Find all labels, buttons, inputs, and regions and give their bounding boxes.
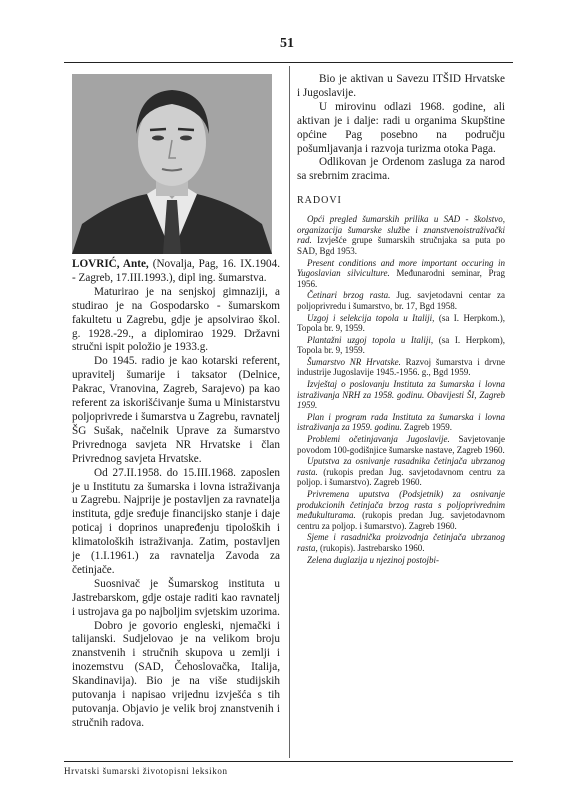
publication-item bbox=[297, 214, 505, 256]
publication-title: Zelena duglazija u njezinoj postojbi- bbox=[307, 554, 439, 565]
biography-paragraph: Od 27.II.1958. do 15.III.1968. zaposlen je u Institutu za šumarska i lovna istraživanja u Zagrebu. Najprije je postavljen za ravnatelja instituta, gdje sređuje financijsko stanje i daje poticaj i doprinos unapređenju tipoloških i klimatoloških istraživanja. Zatim, postavljen je (1.I.1961.) za ravnatelja Zavoda za četinjače. bbox=[72, 466, 280, 576]
publication-item bbox=[297, 555, 505, 566]
radovi-heading: RADOVI bbox=[297, 195, 342, 207]
publication-details: Međunarodni seminar, Prag 1956. bbox=[297, 268, 505, 289]
publication-item bbox=[297, 456, 505, 488]
left-column bbox=[72, 258, 280, 731]
entry-intro: (Novalja, Pag, 16. IX.1904. - Zagreb, 17.III.1993.), dipl ing. šumarstva. bbox=[72, 258, 280, 284]
publication-title: Šumarstvo NR Hrvatske. bbox=[307, 356, 401, 367]
publication-details: (rukopis). Jastrebarsko 1960. bbox=[317, 542, 425, 553]
publication-item bbox=[297, 258, 505, 290]
biography-paragraph: Dobro je govorio engleski, njemački i talijanski. Sudjelovao je na velikom broju znanstvenih i stručnih skupova u zemlji i inozemstvu (SAD, Čehoslovačka, Italija, Skandinavija). Bio je na više studijskih putovanja i napisao vrijednu izvješća s tih putovanja. Objavio je velik broj znanstvenih i stručnih radova. bbox=[72, 619, 280, 729]
publication-item bbox=[297, 379, 505, 411]
portrait-photo bbox=[72, 74, 272, 254]
publication-title: Plantažni uzgoj topola u Italiji, bbox=[307, 334, 434, 345]
publication-details: (sa I. Herpkom.), Topola br. 9, 1959. bbox=[297, 312, 505, 334]
publication-details: (rukopis predan Jug. savjetodavnom centru za poljop. i šumarstvo). Zagreb 1960. bbox=[297, 466, 505, 488]
biography-paragraph: Suosnivač je Šumarskog instituta u Jastrebarskom, gdje ostaje raditi kao ravnatelj i ustrojava ga po najboljim svjetskim uzorima. bbox=[72, 577, 280, 618]
entry-header bbox=[72, 258, 280, 286]
publication-item bbox=[297, 313, 505, 334]
publication-title: Četinari brzog rasta. bbox=[307, 290, 391, 301]
publications-list bbox=[297, 214, 505, 565]
biography-paragraph: Odlikovan je Ordenom zasluga za narod sa srebrnim zracima. bbox=[297, 156, 505, 183]
footer-title: Hrvatski šumarski životopisni leksikon bbox=[64, 766, 228, 776]
page-number: 51 bbox=[280, 36, 294, 51]
publication-title: Privremena uputstva (Podsjetnik) za osnivanje produkcionih četinjača brzog rasta s poljoprivrednim međukulturama. bbox=[297, 489, 505, 521]
publication-title: Izvještaj o poslovanju Instituta za šumarska i lovna istraživanja NRH za 1958. godinu. Obavijesti ŠI, Zagreb 1959. bbox=[297, 379, 505, 411]
publication-item bbox=[297, 532, 505, 553]
right-column bbox=[297, 73, 505, 566]
publication-details: Zagreb 1959. bbox=[401, 422, 452, 433]
publication-details: Jug. savjetodavni centar za poljoprivredu i šumarstvo, br. 17, Bgd 1958. bbox=[297, 290, 505, 311]
publication-title: Uzgoj i selekcija topola u Italiji, bbox=[307, 312, 435, 323]
publication-details: Savjetovanje povodom 100-godišnjice šumarske nastave, Zagreb 1960. bbox=[297, 434, 505, 455]
biography-paragraph: Do 1945. radio je kao kotarski referent, upravitelj šumarije i taksator (Delnice, Pakrac, Vranovina, Zagreb, Sarajevo) pa kao referent za iskorišćivanje šuma u Ministarstvu poljoprivrede i šumarstva u Zagrebu, ravnatelj ŠG Sušak, načelnik Uprave za šumarstvo Privrednoga savjeta NR Hrvatske i član Privrednog savjeta Hrvatske. bbox=[72, 355, 280, 465]
publication-item bbox=[297, 434, 505, 455]
publication-details: (rukopis predan Jug. savjetodavnom centru za poljop. i šumarstvo). Zagreb 1960. bbox=[297, 510, 505, 531]
publication-title: Problemi očetinjavanja Jugoslavije. bbox=[307, 434, 450, 445]
publication-title: Plan i program rada Instituta za šumarska i lovna istraživanja za 1959. godinu. bbox=[297, 411, 505, 433]
publication-title: Sjeme i rasadnička proizvodnja četinjača ubrzanog rasta, bbox=[297, 532, 505, 553]
column-divider bbox=[289, 66, 290, 758]
biography-paragraph: U mirovinu odlazi 1968. godine, ali aktivan je i dalje: radi u organima Skupštine općine Pag posebno na području pošumljavanja i razvoja turizma otoka Paga. bbox=[297, 100, 505, 155]
publication-title: Present conditions and more important occuring in Yugoslavian silviculture. bbox=[297, 257, 505, 279]
biography-paragraph: Bio je aktivan u Savezu ITŠID Hrvatske i Jugoslavije. bbox=[297, 73, 505, 99]
publication-details: Razvoj šumarstva i drvne industrije Jugoslavije 1945.-1956. g., Bgd 1959. bbox=[297, 356, 505, 378]
publication-title: Uputstva za osnivanje rasadnika četinjača ubrzanog rasta. bbox=[297, 456, 505, 477]
top-rule bbox=[64, 62, 513, 63]
publication-details: Izvješće grupe šumarskih stručnjaka sa puta po SAD, Bgd 1953. bbox=[297, 235, 505, 256]
publication-item bbox=[297, 290, 505, 311]
publication-details: (sa I. Herpkom), Topola br. 9, 1959. bbox=[297, 334, 505, 356]
biography-paragraph: Maturirao je na senjskoj gimnaziji, a studirao je na Gospodarsko - šumarskom fakultetu u Zagrebu, gdje je apsolvirao škol. g. 1928.-29., a diplomirao 1929. Državni stručni ispit položio je 1933.g. bbox=[72, 285, 280, 354]
publication-item bbox=[297, 357, 505, 378]
publication-title: Opći pregled šumarskih prilika u SAD - školstvo, organizacija šumarske službe i znanstvenoistraživački rad. bbox=[297, 214, 505, 246]
entry-name: LOVRIĆ, Ante, bbox=[72, 258, 149, 270]
publication-item bbox=[297, 335, 505, 356]
publication-item bbox=[297, 489, 505, 531]
publication-item bbox=[297, 412, 505, 433]
bottom-rule bbox=[64, 761, 513, 762]
